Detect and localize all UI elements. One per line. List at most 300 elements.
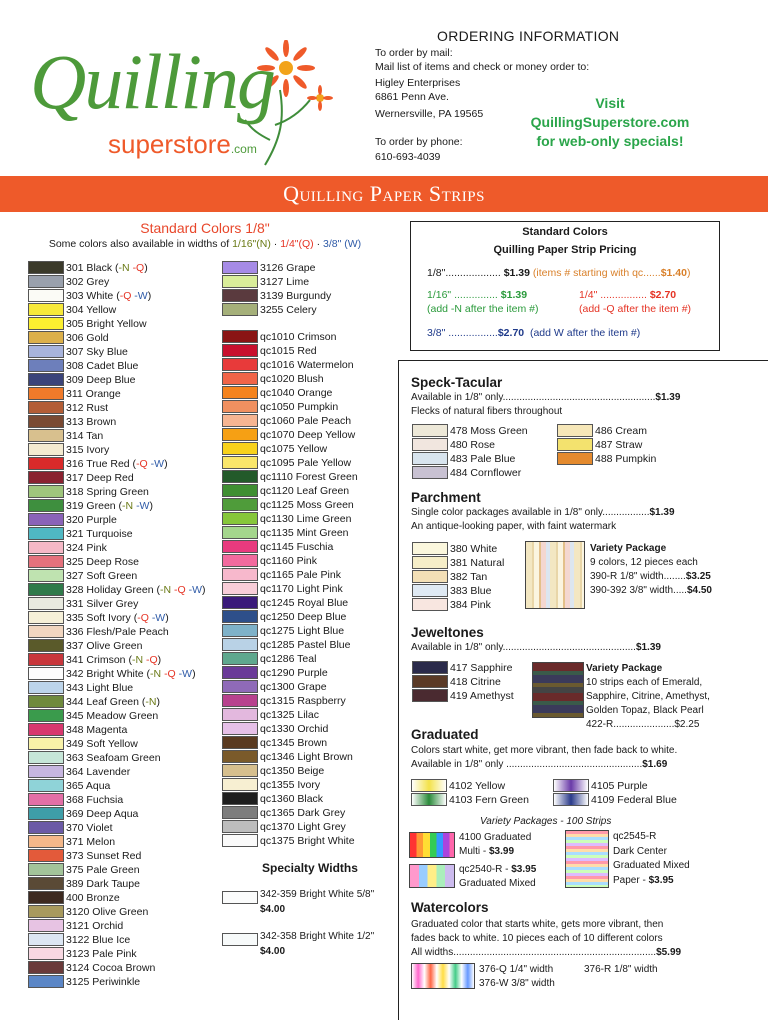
note-n: (add -N after the item #) [427, 303, 539, 315]
color-swatch [28, 527, 64, 540]
color-label: 478 Moss Green [450, 425, 528, 437]
water-desc: fades back to white. 10 pieces each of 10 different colors [411, 933, 663, 944]
color-swatch [28, 723, 64, 736]
color-label: 309 Deep Blue [66, 374, 136, 386]
width-tag: -Q [132, 262, 145, 274]
color-swatch [28, 583, 64, 596]
color-swatch [222, 638, 258, 651]
package-desc: 4100 Graduated [459, 832, 532, 843]
jewel-availability: Available in 1/8" only................................................$1.39 [411, 642, 661, 653]
color-label: 381 Natural [450, 557, 505, 569]
package-desc: qc2545-R [613, 831, 657, 842]
width-tag: -N [159, 584, 172, 596]
color-swatch [222, 666, 258, 679]
width-tag: -N [145, 696, 157, 708]
color-label: 365 Aqua [66, 780, 111, 792]
color-swatch [28, 737, 64, 750]
color-label: 380 White [450, 543, 498, 555]
color-swatch [28, 513, 64, 526]
color-swatch [222, 428, 258, 441]
color-swatch [28, 597, 64, 610]
color-label: 304 Yellow [66, 304, 117, 316]
color-label: qc1120 Leaf Green [260, 485, 350, 497]
pricing-subtitle: Quilling Paper Strip Pricing [493, 244, 637, 256]
color-swatch [222, 386, 258, 399]
color-label: qc1165 Pale Pink [260, 569, 341, 581]
color-label: 308 Cadet Blue [66, 360, 139, 372]
color-swatch [28, 261, 64, 274]
color-swatch [412, 556, 448, 569]
color-label: 364 Lavender [66, 766, 131, 778]
color-label: 3122 Blue Ice [66, 934, 131, 946]
color-swatch [222, 933, 258, 946]
color-swatch [412, 466, 448, 479]
color-label: 3120 Olive Green [66, 906, 149, 918]
color-swatch [28, 457, 64, 470]
section-banner: Quilling Paper Strips [0, 176, 768, 212]
color-swatch [28, 331, 64, 344]
color-swatch [222, 470, 258, 483]
color-swatch [28, 401, 64, 414]
color-swatch [28, 555, 64, 568]
color-label: qc1135 Mint Green [260, 527, 349, 539]
color-label: 382 Tan [450, 571, 488, 583]
specialty-item: 342-358 Bright White 1/2" $4.00 [222, 931, 392, 961]
color-swatch [412, 438, 448, 451]
color-label: 384 Pink [450, 599, 491, 611]
quilling-superstore-logo [30, 40, 350, 170]
color-swatch [222, 275, 258, 288]
color-swatch [28, 471, 64, 484]
color-label: 3255 Celery [260, 304, 317, 316]
color-swatch [412, 542, 448, 555]
color-swatch [222, 442, 258, 455]
graduated-desc: Colors start white, get more vibrant, then fade back to white. [411, 745, 678, 756]
color-label: 3121 Orchid [66, 920, 124, 932]
color-swatch [222, 596, 258, 609]
order-line: Higley Enterprises [375, 77, 461, 89]
color-swatch [28, 275, 64, 288]
color-swatch [222, 540, 258, 553]
order-phone: 610-693-4039 [375, 151, 441, 163]
color-label: 480 Rose [450, 439, 495, 451]
color-label: 328 Holiday Green [66, 584, 154, 596]
divider [398, 360, 768, 361]
color-swatch [28, 975, 64, 988]
color-swatch [28, 765, 64, 778]
color-swatch [28, 415, 64, 428]
visit-line: Visit [595, 95, 625, 111]
color-swatch [28, 877, 64, 890]
color-swatch [222, 344, 258, 357]
color-label: 301 Black [66, 262, 113, 274]
color-label: qc1050 Pumpkin [260, 401, 339, 413]
note-q: (add -Q after the item #) [579, 303, 692, 315]
package-desc: Graduated Mixed [459, 878, 536, 889]
color-label: qc1016 Watermelon [260, 359, 354, 371]
color-label: qc1365 Dark Grey [260, 807, 346, 819]
package-desc: Graduated Mixed [613, 860, 690, 871]
standard-colors-title: Standard Colors 1/8" [140, 220, 270, 236]
width-tag: -Q [145, 654, 158, 666]
color-label: 487 Straw [595, 439, 643, 451]
color-label: 303 White [66, 290, 114, 302]
package-price-line: qc2540-R - $3.95 [459, 864, 537, 875]
color-label: 417 Sapphire [450, 662, 513, 674]
color-swatch [28, 667, 64, 680]
color-swatch [28, 933, 64, 946]
color-label: 314 Tan [66, 430, 104, 442]
color-label: qc1095 Pale Yellow [260, 457, 352, 469]
width-tag: -Q [164, 668, 176, 680]
color-swatch [222, 680, 258, 693]
color-swatch [412, 570, 448, 583]
color-swatch [222, 456, 258, 469]
color-swatch [222, 261, 258, 274]
color-label: 321 Turquoise [66, 528, 133, 540]
parchment-package-image [525, 541, 585, 609]
color-swatch [28, 541, 64, 554]
color-label: 305 Bright Yellow [66, 318, 147, 330]
color-label: 349 Soft Yellow [66, 738, 138, 750]
color-label: 320 Purple [66, 514, 117, 526]
parchment-desc: An antique-looking paper, with faint watermark [411, 521, 617, 532]
watercolor-image [411, 963, 475, 989]
speck-title: Speck-Tacular [411, 375, 503, 390]
color-label: 3127 Lime [260, 276, 310, 288]
color-swatch [28, 947, 64, 960]
color-label: 302 Grey [66, 276, 110, 288]
width-tag: -W [150, 458, 165, 470]
width-tag: -W [136, 500, 150, 512]
color-swatch [412, 584, 448, 597]
color-swatch [557, 424, 593, 437]
width-tag: -N [118, 262, 130, 274]
width-tag: -Q [119, 290, 132, 302]
color-swatch [222, 708, 258, 721]
price: $4.00 [260, 946, 286, 957]
package-price-line: Paper - $3.95 [613, 875, 674, 886]
width-tag: -W [134, 290, 148, 302]
water-width: 376-W 3/8" width [479, 978, 555, 989]
graduated-list-left: 4102 Yellow 4103 Fern Green [411, 779, 551, 809]
color-label: 337 Olive Green [66, 640, 143, 652]
color-label: qc1290 Purple [260, 667, 328, 679]
color-label: 3139 Burgundy [260, 290, 332, 302]
speck-desc: Flecks of natural fibers throughout [411, 406, 563, 417]
dark-center-image [565, 830, 609, 888]
width-tag: -W [178, 668, 193, 680]
width-tag: -Q [137, 612, 149, 624]
pricing-title: Standard Colors [522, 226, 608, 238]
color-swatch [222, 512, 258, 525]
color-label: qc1160 Pink [260, 555, 318, 567]
color-swatch [28, 289, 64, 302]
color-label: qc1130 Lime Green [260, 513, 352, 525]
price-1-8: 1/8"................... $1.39 (items # starting with qc......$1.40) [427, 267, 691, 279]
visit-line: for web-only specials! [536, 133, 684, 149]
width-tag: -W [151, 612, 166, 624]
color-swatch [28, 639, 64, 652]
package-price-line: 390-R 1/8" width........$3.25 [590, 571, 711, 582]
variety-package-title: Variety Package [590, 543, 667, 554]
width-tag: -N [150, 668, 162, 680]
color-swatch [412, 675, 448, 688]
color-label: 327 Soft Green [66, 570, 138, 582]
color-label: 368 Fuchsia [66, 794, 124, 806]
color-swatch [28, 443, 64, 456]
color-swatch [222, 750, 258, 763]
jeweltones-title: Jeweltones [411, 625, 484, 640]
parchment-availability: Single color packages available in 1/8" only.................$1.39 [411, 507, 675, 518]
color-label: qc1345 Brown [260, 737, 328, 749]
color-swatch [28, 681, 64, 694]
color-swatch [28, 611, 64, 624]
color-swatch [222, 834, 258, 847]
color-swatch [222, 582, 258, 595]
order-line: To order by mail: [375, 47, 453, 59]
package-price-line: Multi - $3.99 [459, 846, 515, 857]
color-label: 370 Violet [66, 822, 113, 834]
color-label: qc1020 Blush [260, 373, 324, 385]
color-label: 319 Green [66, 500, 116, 512]
package-desc: 9 colors, 12 pieces each [590, 557, 698, 568]
package-price-line: 390-392 3/8" width.....$4.50 [590, 585, 712, 596]
color-label: 383 Blue [450, 585, 492, 597]
color-label: 311 Orange [66, 388, 121, 400]
color-label: 488 Pumpkin [595, 453, 657, 465]
color-swatch [222, 372, 258, 385]
logo-script: Quilling [30, 38, 275, 125]
color-label: qc1285 Pastel Blue [260, 639, 351, 651]
color-swatch [222, 484, 258, 497]
color-swatch [222, 303, 258, 316]
color-label: qc1010 Crimson [260, 331, 337, 343]
order-line: 6861 Penn Ave. [375, 91, 449, 103]
graduated-list-right: 4105 Purple 4109 Federal Blue [553, 779, 723, 809]
color-label: qc1145 Fuschia [260, 541, 334, 553]
jewel-package-image [532, 662, 584, 718]
color-swatch [28, 919, 64, 932]
color-swatch [222, 806, 258, 819]
color-swatch [222, 792, 258, 805]
color-swatch [28, 499, 64, 512]
graduated-multi-image [409, 832, 455, 858]
color-swatch [557, 438, 593, 451]
price-1-4: 1/4" ................ $2.70 [579, 289, 677, 301]
color-swatch [28, 961, 64, 974]
color-swatch [28, 751, 64, 764]
color-label: 325 Deep Rose [66, 556, 139, 568]
color-swatch [411, 793, 447, 806]
width-tag: -Q [174, 584, 186, 596]
color-label: 331 Silver Grey [66, 598, 139, 610]
color-label: qc1330 Orchid [260, 723, 329, 735]
color-label: 348 Magenta [66, 724, 128, 736]
color-swatch [222, 722, 258, 735]
color-swatch [28, 709, 64, 722]
color-swatch [222, 289, 258, 302]
color-label: qc1346 Light Brown [260, 751, 353, 763]
color-label: 3126 Grape [260, 262, 316, 274]
color-label: qc1110 Forest Green [260, 471, 358, 483]
color-swatch [28, 849, 64, 862]
color-label: qc1355 Ivory [260, 779, 321, 791]
color-swatch [222, 624, 258, 637]
specialty-widths-title: Specialty Widths [262, 861, 358, 875]
color-swatch [222, 498, 258, 511]
variety-package-title: Variety Package [586, 663, 663, 674]
color-swatch [28, 807, 64, 820]
color-label: 371 Melon [66, 836, 116, 848]
color-label: 306 Gold [66, 332, 109, 344]
color-label: 3124 Cocoa Brown [66, 962, 156, 974]
color-label: qc1300 Grape [260, 681, 327, 693]
website-link[interactable]: QuillingSuperstore.com [530, 114, 690, 130]
color-swatch [28, 695, 64, 708]
color-label: qc1245 Royal Blue [260, 597, 349, 609]
color-label: qc1360 Black [260, 793, 324, 805]
color-label: 375 Pale Green [66, 864, 140, 876]
package-desc: Dark Center [613, 846, 667, 857]
color-label: 324 Pink [66, 542, 107, 554]
color-swatch [412, 598, 448, 611]
color-label: 3125 Periwinkle [66, 976, 141, 988]
order-line: Wernersville, PA 19565 [375, 108, 484, 120]
color-label: qc1315 Raspberry [260, 695, 346, 707]
color-swatch [28, 429, 64, 442]
color-swatch [28, 373, 64, 386]
package-price-line: 422-R......................$2.25 [586, 719, 700, 730]
color-swatch [553, 779, 589, 792]
color-swatch [412, 424, 448, 437]
color-swatch [222, 736, 258, 749]
color-label: 345 Meadow Green [66, 710, 159, 722]
color-label: 335 Soft Ivory [66, 612, 131, 624]
color-swatch [412, 689, 448, 702]
color-swatch [28, 821, 64, 834]
graduated-availability: Available in 1/8" only .................................................$1.69 [411, 759, 668, 770]
color-label: qc1015 Red [260, 345, 317, 357]
color-label: 318 Spring Green [66, 486, 149, 498]
color-label: qc1286 Teal [260, 653, 317, 665]
specialty-item: 342-359 Bright White 5/8" $4.00 [222, 889, 392, 919]
color-label: 341 Crimson [66, 654, 126, 666]
graduated-mixed-image [409, 864, 455, 888]
speck-availability: Available in 1/8" only.......................................................$1.39 [411, 392, 681, 403]
color-label: qc1275 Light Blue [260, 625, 345, 637]
pricing-box [410, 221, 720, 351]
color-label: 400 Bronze [66, 892, 120, 904]
color-swatch [28, 485, 64, 498]
color-swatch [222, 610, 258, 623]
color-swatch [411, 779, 447, 792]
color-label: 363 Seafoam Green [66, 752, 161, 764]
color-swatch [28, 891, 64, 904]
graduated-title: Graduated [411, 727, 479, 742]
color-swatch [222, 891, 258, 904]
color-label: 484 Cornflower [450, 467, 522, 479]
color-swatch [222, 330, 258, 343]
width-tag: -N [122, 500, 134, 512]
color-label: 344 Leaf Green [66, 696, 139, 708]
color-swatch [222, 554, 258, 567]
color-swatch [28, 387, 64, 400]
price-3-8: 3/8" .................$2.70 (add W after the item #) [427, 327, 641, 339]
color-label: qc1375 Bright White [260, 835, 355, 847]
color-label: 336 Flesh/Pale Peach [66, 626, 169, 638]
color-label: qc1250 Deep Blue [260, 611, 347, 623]
color-label: 315 Ivory [66, 444, 110, 456]
color-label: qc1370 Light Grey [260, 821, 346, 833]
color-swatch [28, 569, 64, 582]
watercolors-title: Watercolors [411, 900, 489, 915]
color-swatch [28, 345, 64, 358]
color-swatch [222, 652, 258, 665]
price: $4.00 [260, 904, 286, 915]
color-label: 419 Amethyst [450, 690, 514, 702]
color-swatch [28, 359, 64, 372]
color-swatch [222, 764, 258, 777]
package-desc: 10 strips each of Emerald, [586, 677, 703, 688]
color-swatch [222, 526, 258, 539]
color-label: 369 Deep Aqua [66, 808, 139, 820]
visit-promo [510, 94, 710, 151]
color-label: 389 Dark Taupe [66, 878, 140, 890]
color-swatch [28, 303, 64, 316]
water-width: 376-R 1/8" width [584, 964, 658, 975]
package-desc: Golden Topaz, Black Pearl [586, 705, 704, 716]
color-label: qc1350 Beige [260, 765, 325, 777]
color-label: qc1075 Yellow [260, 443, 328, 455]
water-desc: Graduated color that starts white, gets more vibrant, then [411, 919, 664, 930]
color-swatch [222, 358, 258, 371]
color-swatch [553, 793, 589, 806]
color-swatch [28, 653, 64, 666]
divider [398, 360, 399, 1020]
color-label: 312 Rust [66, 402, 109, 414]
logo-sub: superstore.com [108, 129, 257, 159]
price-1-16: 1/16" ............... $1.39 [427, 289, 528, 301]
color-swatch [412, 452, 448, 465]
color-swatch [28, 625, 64, 638]
order-line: Mail list of items and check or money order to: [375, 61, 590, 73]
water-width: 376-Q 1/4" width [479, 964, 554, 975]
color-label: qc1325 Lilac [260, 709, 319, 721]
color-label: qc1070 Deep Yellow [260, 429, 356, 441]
variety-packages-title: Variety Packages - 100 Strips [480, 816, 612, 827]
water-availability: All widths.........................................................................$5.99 [411, 947, 682, 958]
color-label: 316 True Red [66, 458, 130, 470]
color-label: 317 Deep Red [66, 472, 134, 484]
color-swatch [557, 452, 593, 465]
color-label: 418 Citrine [450, 676, 501, 688]
color-label: 313 Brown [66, 416, 117, 428]
color-label: qc1170 Light Pink [260, 583, 343, 595]
color-swatch [28, 793, 64, 806]
color-label: 486 Cream [595, 425, 647, 437]
color-label: 373 Sunset Red [66, 850, 142, 862]
color-label: 483 Pale Blue [450, 453, 516, 465]
color-label: 3123 Pale Pink [66, 948, 137, 960]
color-swatch [222, 820, 258, 833]
ordering-title: ORDERING INFORMATION [437, 28, 620, 44]
color-swatch [28, 863, 64, 876]
width-tag: -Q [136, 458, 148, 470]
color-swatch [222, 694, 258, 707]
order-line: To order by phone: [375, 136, 463, 148]
color-swatch [222, 400, 258, 413]
